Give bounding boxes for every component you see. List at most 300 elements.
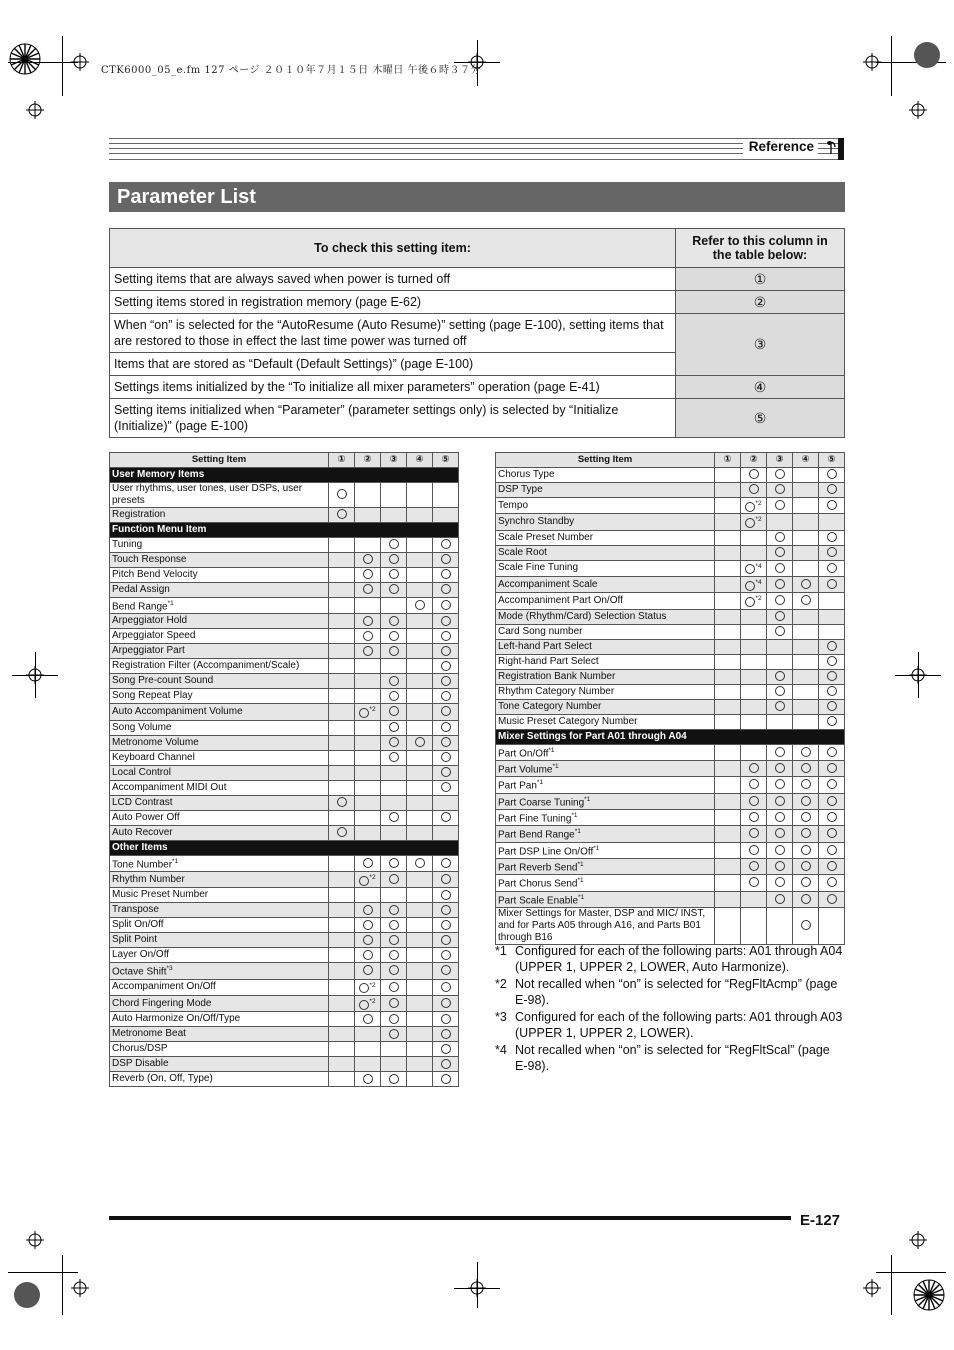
table-row	[110, 810, 459, 825]
setting-item-label: Part Scale Enable	[498, 894, 579, 906]
circle-mark-icon	[827, 701, 837, 711]
setting-item-name	[110, 995, 329, 1011]
footnote-ref: *2	[755, 516, 762, 524]
cell-col-3	[767, 875, 793, 891]
cell-col-3	[767, 669, 793, 684]
table-row	[496, 654, 845, 669]
circle-mark-icon	[827, 656, 837, 666]
cell-col-2	[355, 825, 381, 840]
cell-col-4	[407, 598, 433, 614]
right-table-body	[496, 468, 845, 945]
cell-col-3	[381, 963, 407, 979]
circle-mark-icon	[441, 1059, 451, 1069]
col-header-5: ⑤	[819, 453, 845, 468]
cell-col-3	[381, 1042, 407, 1057]
legend-row	[110, 376, 845, 399]
circle-mark-icon	[363, 920, 373, 930]
footnote-ref: *1	[577, 877, 584, 885]
cell-col-2	[741, 593, 767, 609]
circle-mark-icon	[441, 676, 451, 686]
footnote-ref: *1	[574, 828, 581, 836]
circle-mark-icon	[363, 569, 373, 579]
setting-item-label: Accompaniment Scale	[498, 578, 598, 590]
crosshair-mark	[71, 1279, 89, 1297]
table-row	[496, 624, 845, 639]
cell-col-1	[715, 530, 741, 545]
circle-mark-icon	[389, 691, 399, 701]
cell-col-4	[407, 659, 433, 674]
cell-col-3	[381, 538, 407, 553]
cell-col-1	[329, 1012, 355, 1027]
cell-col-3	[381, 918, 407, 933]
setting-item-label: Auto Power Off	[112, 811, 180, 823]
cell-col-2	[355, 933, 381, 948]
setting-item-label: Local Control	[112, 766, 171, 778]
cell-col-3	[381, 810, 407, 825]
setting-item-label: Song Pre-count Sound	[112, 675, 214, 687]
setting-item-label: Mixer Settings for Master, DSP and MIC/ INST, and for Parts A05 through A16, and Parts B01 through B16	[498, 907, 706, 943]
cell-col-1	[329, 659, 355, 674]
table-row	[110, 629, 459, 644]
circle-mark-icon	[389, 554, 399, 564]
table-row	[110, 948, 459, 963]
gray-disc-mark-bottom-left	[12, 1280, 42, 1310]
footnote-ref: *4	[755, 578, 762, 586]
setting-item-name	[110, 1027, 329, 1042]
circle-mark-icon	[389, 982, 399, 992]
table-row	[110, 1042, 459, 1057]
circle-mark-icon	[801, 812, 811, 822]
circle-mark-icon	[775, 747, 785, 757]
circle-mark-icon	[441, 905, 451, 915]
cell-col-3	[381, 659, 407, 674]
circle-mark-icon	[775, 469, 785, 479]
table-row	[110, 903, 459, 918]
circle-mark-icon	[749, 861, 759, 871]
circle-mark-icon	[775, 779, 785, 789]
cell-col-5	[433, 735, 459, 750]
crosshair-mark	[26, 666, 44, 684]
setting-item-header: Setting Item	[496, 453, 715, 468]
cell-col-4	[407, 765, 433, 780]
cell-col-5	[819, 760, 845, 776]
cell-col-4	[793, 609, 819, 624]
footnote-key: *1	[495, 944, 507, 958]
cell-col-2	[355, 483, 381, 508]
table-row	[496, 875, 845, 891]
cell-col-4	[793, 809, 819, 825]
table-row	[110, 780, 459, 795]
setting-item-label: Part Bend Range	[498, 829, 575, 841]
circle-mark-icon	[441, 600, 451, 610]
cell-col-5	[819, 514, 845, 530]
cell-col-3	[767, 468, 793, 483]
cell-col-2	[355, 629, 381, 644]
cell-col-1	[715, 609, 741, 624]
setting-item-name	[496, 744, 715, 760]
cell-col-1	[329, 598, 355, 614]
circle-mark-icon	[745, 597, 755, 607]
setting-item-label: Part Pan	[498, 780, 537, 792]
circle-mark-icon	[389, 935, 399, 945]
setting-item-name	[110, 659, 329, 674]
circle-mark-icon	[827, 563, 837, 573]
table-row	[110, 825, 459, 840]
table-row	[110, 735, 459, 750]
footnote-ref: *1	[167, 600, 174, 607]
circle-mark-icon	[749, 877, 759, 887]
legend-row-col: ⑤	[676, 399, 845, 438]
circle-mark-icon	[441, 858, 451, 868]
cell-col-4	[793, 498, 819, 514]
circle-mark-icon	[441, 616, 451, 626]
cell-col-4	[407, 735, 433, 750]
legend-row-col: ①	[676, 268, 845, 291]
cell-col-3	[381, 720, 407, 735]
cell-col-1	[329, 871, 355, 887]
cell-col-2	[355, 704, 381, 720]
legend-row-text: Settings items initialized by the “To initialize all mixer parameters” operation (page E-41)	[110, 376, 676, 399]
table-row	[496, 576, 845, 592]
circle-mark-icon	[801, 877, 811, 887]
cell-col-3	[767, 826, 793, 842]
setting-item-name	[110, 508, 329, 523]
circle-mark-icon	[827, 747, 837, 757]
cell-col-1	[715, 891, 741, 907]
cell-col-4	[793, 593, 819, 609]
cell-col-5	[819, 875, 845, 891]
circle-mark-icon	[827, 579, 837, 589]
cell-col-1	[715, 858, 741, 874]
setting-item-name	[496, 907, 715, 944]
cell-col-2	[741, 530, 767, 545]
footnotes	[495, 943, 845, 1075]
table-row	[496, 760, 845, 776]
setting-item-name	[110, 855, 329, 871]
circle-mark-icon	[749, 796, 759, 806]
cell-col-4	[793, 669, 819, 684]
cell-col-5	[433, 508, 459, 523]
circle-mark-icon	[775, 845, 785, 855]
setting-item-label: Scale Preset Number	[498, 531, 594, 543]
circle-mark-icon	[775, 812, 785, 822]
cell-col-1	[715, 760, 741, 776]
cell-col-3	[767, 576, 793, 592]
cell-col-2	[741, 669, 767, 684]
cell-col-4	[793, 760, 819, 776]
setting-item-label: Scale Root	[498, 546, 547, 558]
cell-col-2	[355, 948, 381, 963]
cell-col-3	[767, 714, 793, 729]
cell-col-2	[355, 810, 381, 825]
cell-col-1	[715, 639, 741, 654]
setting-item-name	[110, 483, 329, 508]
cell-col-1	[329, 538, 355, 553]
circle-mark-icon	[745, 518, 755, 528]
footnote-ref: *2	[755, 595, 762, 603]
footnote-text: Configured for each of the following parts: A01 through A04 (UPPER 1, UPPER 2, LOWER, Auto Harmonize).	[515, 944, 843, 974]
setting-item-label: Auto Recover	[112, 826, 173, 838]
cell-col-5	[819, 560, 845, 576]
circle-mark-icon	[749, 484, 759, 494]
circle-mark-icon	[441, 1014, 451, 1024]
cell-col-1	[329, 1027, 355, 1042]
circle-mark-icon	[389, 737, 399, 747]
setting-item-name	[110, 871, 329, 887]
setting-item-label: Part Chorus Send	[498, 878, 578, 890]
cell-col-2	[741, 793, 767, 809]
cell-col-1	[329, 553, 355, 568]
cell-col-5	[433, 963, 459, 979]
cell-col-1	[329, 1042, 355, 1057]
circle-mark-icon	[389, 965, 399, 975]
cell-col-2	[355, 583, 381, 598]
cell-col-2	[355, 750, 381, 765]
setting-item-name	[110, 598, 329, 614]
cell-col-2	[741, 699, 767, 714]
cell-col-5	[433, 855, 459, 871]
cell-col-1	[329, 810, 355, 825]
section-header-row	[110, 468, 459, 483]
setting-item-label: Registration Bank Number	[498, 670, 616, 682]
cell-col-3	[381, 614, 407, 629]
circle-mark-icon	[363, 631, 373, 641]
cell-col-1	[329, 933, 355, 948]
cell-col-5	[433, 765, 459, 780]
cell-col-5	[819, 684, 845, 699]
table-row	[496, 468, 845, 483]
cell-col-4	[407, 888, 433, 903]
setting-item-name	[110, 979, 329, 995]
setting-item-name	[110, 689, 329, 704]
circle-mark-icon	[363, 950, 373, 960]
cell-col-1	[329, 720, 355, 735]
cell-col-4	[407, 810, 433, 825]
cell-col-4	[407, 1027, 433, 1042]
circle-mark-icon	[441, 569, 451, 579]
footnote-key: *2	[495, 977, 507, 991]
cell-col-3	[767, 593, 793, 609]
circle-mark-icon	[389, 1074, 399, 1084]
setting-item-name	[496, 483, 715, 498]
footnote-ref: *1	[552, 762, 559, 770]
cell-col-5	[433, 1042, 459, 1057]
setting-item-label: DSP Disable	[112, 1058, 169, 1070]
starburst-mark-bottom-right	[912, 1278, 946, 1312]
table-row	[110, 508, 459, 523]
cell-col-5	[819, 793, 845, 809]
cell-col-5	[433, 780, 459, 795]
table-row	[110, 644, 459, 659]
cell-col-4	[793, 793, 819, 809]
legend-row	[110, 314, 845, 353]
setting-item-label: Arpeggiator Hold	[112, 615, 188, 627]
circle-mark-icon	[827, 686, 837, 696]
cell-col-1	[715, 468, 741, 483]
table-row	[496, 809, 845, 825]
setting-item-label: Part DSP Line On/Off	[498, 845, 594, 857]
setting-item-label: Synchro Standby	[498, 515, 575, 527]
circle-mark-icon	[441, 661, 451, 671]
cell-col-1	[329, 629, 355, 644]
cell-col-4	[407, 825, 433, 840]
cell-col-1	[329, 583, 355, 598]
cell-col-1	[715, 624, 741, 639]
cell-col-3	[767, 842, 793, 858]
circle-mark-icon	[775, 671, 785, 681]
circle-mark-icon	[337, 489, 347, 499]
cell-col-1	[329, 644, 355, 659]
header-rule-lines	[109, 138, 839, 160]
setting-item-label: Pitch Bend Velocity	[112, 569, 198, 580]
setting-item-label: Arpeggiator Speed	[112, 630, 196, 642]
cell-col-3	[767, 907, 793, 944]
cell-col-3	[767, 514, 793, 530]
section-header-row	[110, 840, 459, 855]
setting-item-name	[496, 809, 715, 825]
setting-item-name	[110, 948, 329, 963]
cell-col-1	[329, 888, 355, 903]
cell-col-1	[715, 560, 741, 576]
cell-col-1	[329, 674, 355, 689]
circle-mark-icon	[415, 858, 425, 868]
cell-col-1	[329, 765, 355, 780]
crosshair-mark	[909, 1231, 927, 1249]
cell-col-5	[819, 858, 845, 874]
starburst-mark-top-left	[8, 42, 42, 76]
setting-item-name	[496, 875, 715, 891]
table-row	[110, 871, 459, 887]
cell-col-4	[407, 750, 433, 765]
cell-col-2	[355, 903, 381, 918]
cell-col-4	[793, 624, 819, 639]
cell-col-2	[741, 875, 767, 891]
circle-mark-icon	[827, 877, 837, 887]
circle-mark-icon	[801, 747, 811, 757]
circle-mark-icon	[359, 1000, 369, 1010]
col-header-4: ④	[793, 453, 819, 468]
setting-item-name	[496, 624, 715, 639]
setting-item-name	[496, 576, 715, 592]
setting-item-name	[110, 765, 329, 780]
circle-mark-icon	[441, 1029, 451, 1039]
table-row	[496, 593, 845, 609]
circle-mark-icon	[827, 812, 837, 822]
cell-col-1	[329, 614, 355, 629]
cell-col-3	[381, 644, 407, 659]
cell-col-2	[741, 468, 767, 483]
cell-col-5	[819, 609, 845, 624]
setting-item-label: Chorus Type	[498, 469, 555, 480]
footnote-text: Configured for each of the following parts: A01 through A03 (UPPER 1, UPPER 2, LOWER).	[515, 1010, 843, 1040]
circle-mark-icon	[827, 845, 837, 855]
circle-mark-icon	[745, 581, 755, 591]
circle-mark-icon	[363, 935, 373, 945]
cell-col-5	[819, 714, 845, 729]
cell-col-5	[819, 483, 845, 498]
circle-mark-icon	[827, 469, 837, 479]
footnote-ref: *1	[584, 795, 591, 803]
setting-item-name	[496, 891, 715, 907]
cell-col-1	[329, 1072, 355, 1087]
circle-mark-icon	[389, 722, 399, 732]
circle-mark-icon	[415, 600, 425, 610]
cell-col-2	[355, 659, 381, 674]
cell-col-2	[741, 842, 767, 858]
circle-mark-icon	[441, 812, 451, 822]
cell-col-5	[433, 918, 459, 933]
cell-col-5	[819, 891, 845, 907]
cell-col-1	[329, 948, 355, 963]
column-legend-table	[109, 228, 845, 438]
section-title: Other Items	[110, 840, 459, 855]
circle-mark-icon	[775, 595, 785, 605]
cell-col-3	[381, 598, 407, 614]
table-row	[496, 483, 845, 498]
cell-col-5	[433, 704, 459, 720]
cell-col-2	[741, 624, 767, 639]
cell-col-2	[355, 1072, 381, 1087]
circle-mark-icon	[389, 631, 399, 641]
cell-col-5	[433, 614, 459, 629]
table-row	[110, 1057, 459, 1072]
circle-mark-icon	[389, 874, 399, 884]
circle-mark-icon	[827, 763, 837, 773]
setting-item-name	[110, 888, 329, 903]
cell-col-4	[793, 907, 819, 944]
setting-item-label: Octave Shift	[112, 966, 167, 978]
cell-col-4	[407, 963, 433, 979]
cell-col-2	[741, 560, 767, 576]
table-row	[110, 659, 459, 674]
setting-item-name	[496, 793, 715, 809]
table-row	[110, 979, 459, 995]
circle-mark-icon	[389, 812, 399, 822]
circle-mark-icon	[389, 752, 399, 762]
circle-mark-icon	[775, 547, 785, 557]
table-row	[110, 963, 459, 979]
setting-item-label: Chorus/DSP	[112, 1043, 168, 1055]
section-title: Mixer Settings for Part A01 through A04	[496, 729, 845, 744]
cell-col-1	[715, 907, 741, 944]
crosshair-mark	[468, 1279, 486, 1297]
cell-col-3	[381, 948, 407, 963]
circle-mark-icon	[363, 858, 373, 868]
cell-col-5	[433, 1057, 459, 1072]
file-header: CTK6000_05_e.fm 127 ページ ２０１０年７月１５日 木曜日 午後６時３７分	[101, 65, 482, 76]
cell-col-2	[355, 871, 381, 887]
footnote	[495, 1042, 845, 1074]
cell-col-5	[433, 995, 459, 1011]
cell-col-4	[407, 538, 433, 553]
cell-col-5	[433, 659, 459, 674]
circle-mark-icon	[363, 1074, 373, 1084]
circle-mark-icon	[363, 646, 373, 656]
setting-item-label: Registration	[112, 509, 166, 520]
circle-mark-icon	[441, 935, 451, 945]
cell-col-4	[793, 714, 819, 729]
col-header-1: ①	[715, 453, 741, 468]
circle-mark-icon	[827, 779, 837, 789]
circle-mark-icon	[441, 998, 451, 1008]
cell-col-2	[355, 1042, 381, 1057]
circle-mark-icon	[441, 706, 451, 716]
setting-item-label: Reverb (On, Off, Type)	[112, 1073, 213, 1085]
table-row	[496, 669, 845, 684]
circle-mark-icon	[827, 894, 837, 904]
setting-item-label: Tone Number	[112, 858, 173, 870]
circle-mark-icon	[441, 782, 451, 792]
